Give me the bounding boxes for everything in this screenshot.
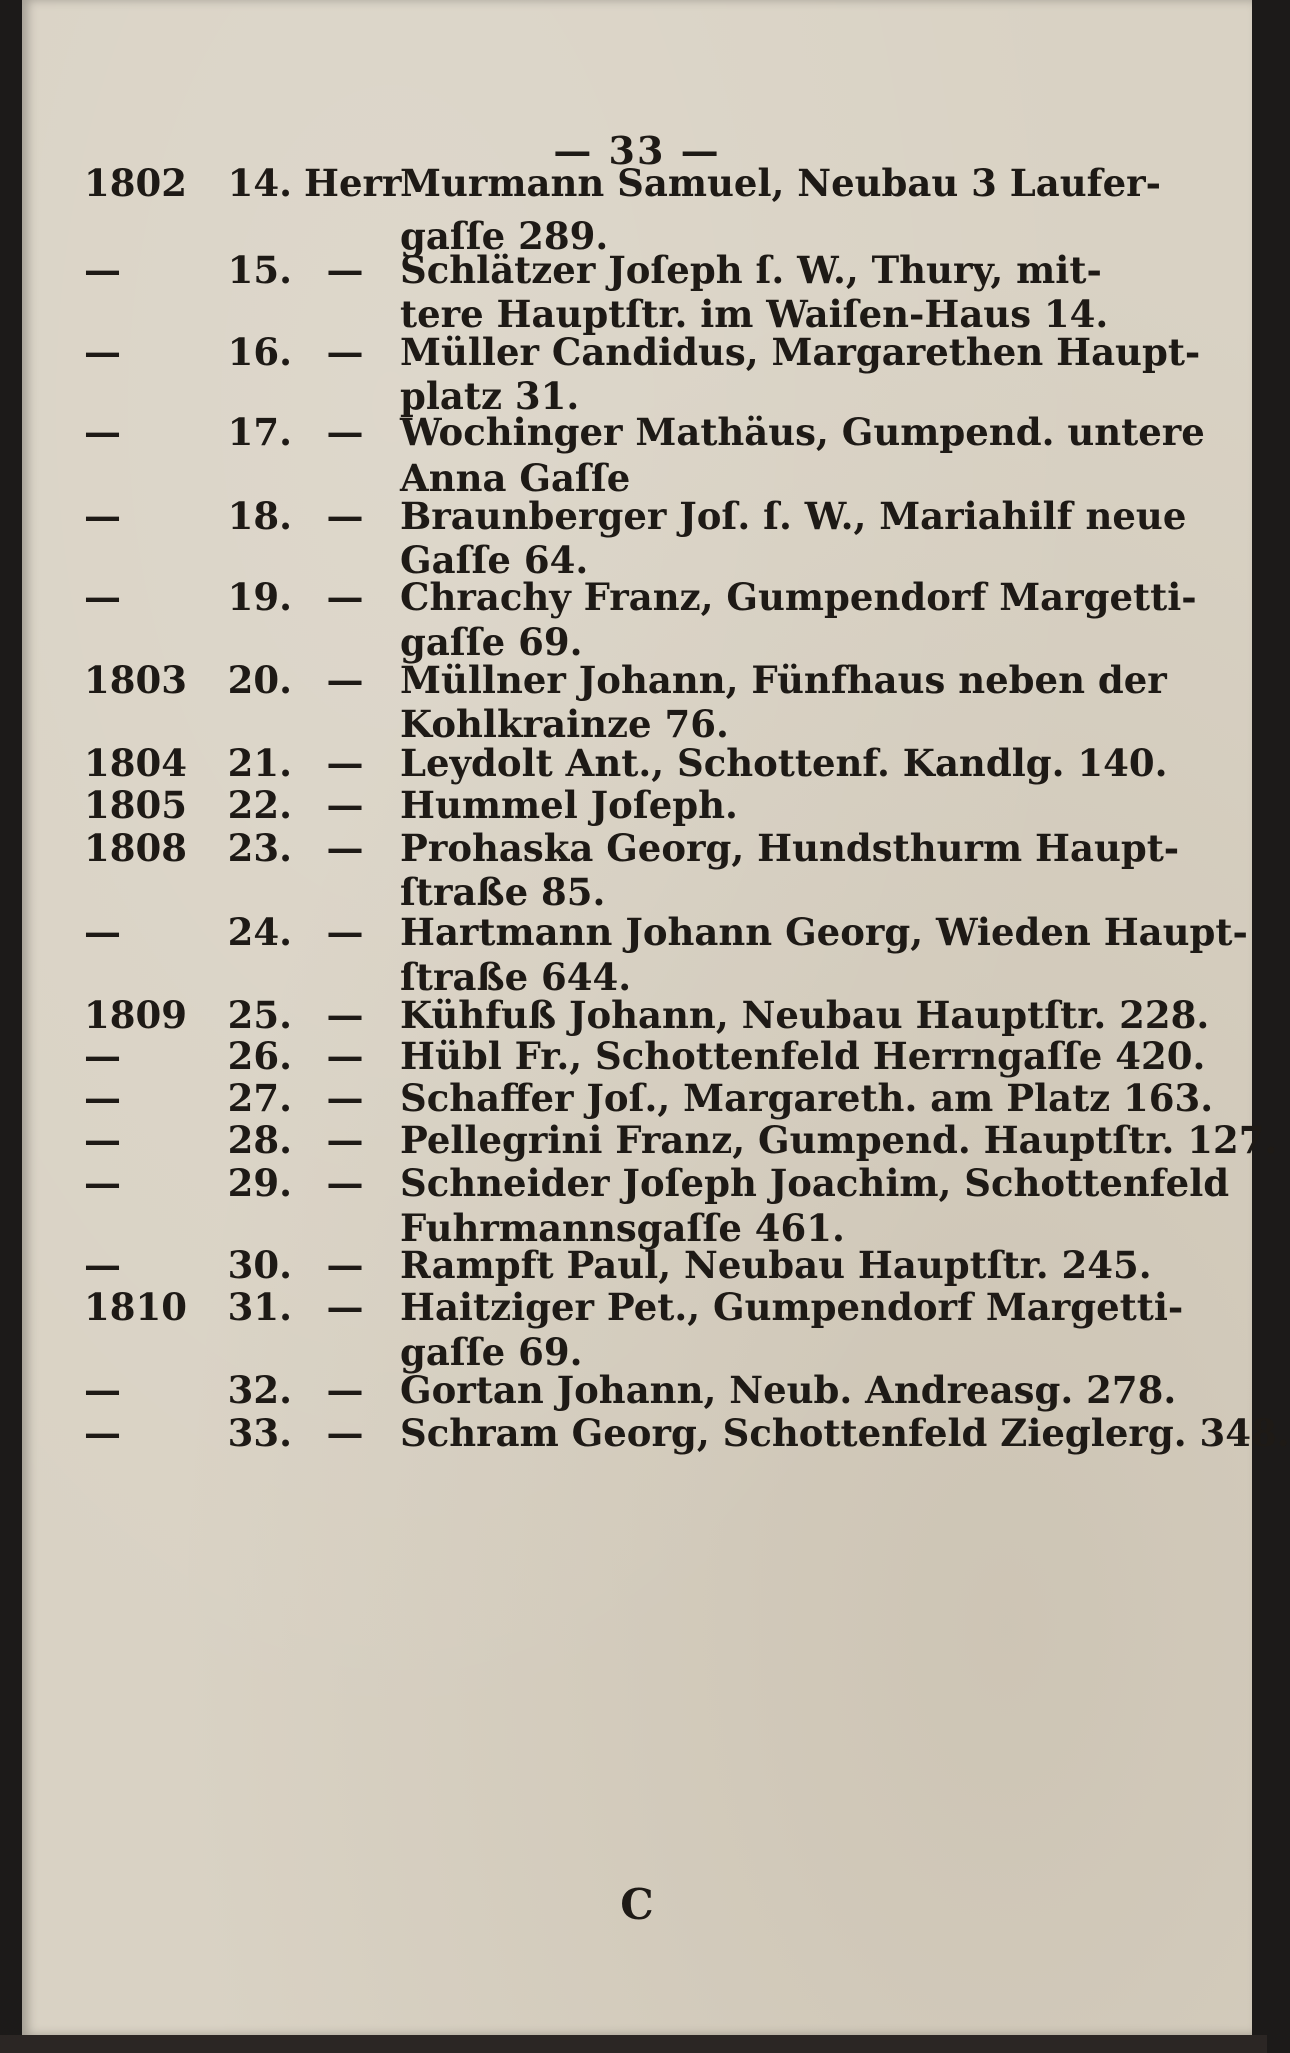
entry-number: 30. <box>227 1243 292 1287</box>
entry-number: 19. <box>227 575 292 619</box>
entry-year: — <box>84 1411 121 1455</box>
entry-number: 25. <box>227 993 292 1037</box>
entry-year: — <box>84 1076 121 1120</box>
entry-title: — <box>326 741 364 785</box>
entry-row <box>22 1407 1290 1459</box>
entry-number: 31. <box>227 1285 292 1329</box>
entry-text: Hartmann Johann Georg, Wieden Haupt- <box>400 910 1248 954</box>
entry-text: Haitziger Pet., Gumpendorf Margetti- <box>400 1285 1184 1329</box>
entry-year: 1804 <box>84 741 187 785</box>
entry-text: Kühfuß Johann, Neubau Hauptſtr. 228. <box>400 993 1210 1037</box>
entry-number: 23. <box>227 826 292 870</box>
entry-year: — <box>84 1034 121 1078</box>
entry-text: Müller Candidus, Margarethen Haupt- <box>400 330 1201 374</box>
entry-text-continued: Kohlkrainze 76. <box>400 702 729 746</box>
entry-text: Schneider Joſeph Joachim, Schottenfeld <box>400 1161 1230 1205</box>
entry-year: 1810 <box>84 1285 187 1329</box>
entry-number: 17. <box>227 410 292 454</box>
entry-title: — <box>326 1076 364 1120</box>
entry-title: — <box>326 1161 364 1205</box>
entry-number: 33. <box>227 1411 292 1455</box>
entry-year: — <box>84 1118 121 1162</box>
entry-title: — <box>326 1243 364 1287</box>
entry-text-continued: Fuhrmannsgaſſe 461. <box>400 1206 845 1250</box>
entry-year: — <box>84 910 121 954</box>
entry-text: Hübl Fr., Schottenfeld Herrngaſſe 420. <box>400 1034 1206 1078</box>
entry-number: 21. <box>227 741 292 785</box>
entry-title: — <box>326 494 364 538</box>
entry-year: 1808 <box>84 826 187 870</box>
entry-title: — <box>326 1368 364 1412</box>
entry-year: — <box>84 1161 121 1205</box>
entry-text: Chrachy Franz, Gumpendorf Margetti- <box>400 575 1197 619</box>
entry-text-continued: tere Hauptſtr. im Waiſen-Haus 14. <box>400 292 1109 336</box>
entry-number: 20. <box>227 658 292 702</box>
signature-mark: C <box>620 1880 654 1929</box>
entry-number: 26. <box>227 1034 292 1078</box>
entry-text: Schaffer Joſ., Margareth. am Platz 163. <box>400 1076 1214 1120</box>
entry-year: — <box>84 410 121 454</box>
entry-title: — <box>326 575 364 619</box>
entry-year: — <box>84 1368 121 1412</box>
entry-year: — <box>84 494 121 538</box>
book-page <box>22 0 1290 2035</box>
entry-title: — <box>326 1285 364 1329</box>
entry-number: 24. <box>227 910 292 954</box>
entry-number: 18. <box>227 494 292 538</box>
entry-text: Murmann Samuel, Neubau 3 Laufer- <box>400 161 1161 205</box>
entry-text: Wochinger Mathäus, Gumpend. untere <box>400 410 1205 454</box>
entry-title: — <box>326 1411 364 1455</box>
entry-year: 1809 <box>84 993 187 1037</box>
entry-text-continued: platz 31. <box>400 374 580 418</box>
entry-number: 28. <box>227 1118 292 1162</box>
entry-text: Schram Georg, Schottenfeld Zieglerg. 348. <box>400 1411 1290 1455</box>
entry-number: 16. <box>227 330 292 374</box>
entry-number: 29. <box>227 1161 292 1205</box>
page-number: — 33 — <box>553 128 721 173</box>
entry-year: — <box>84 248 121 292</box>
entry-text: Prohaska Georg, Hundsthurm Haupt- <box>400 826 1180 870</box>
entry-text: Leydolt Ant., Schottenf. Kandlg. 140. <box>400 741 1168 785</box>
entry-title: — <box>326 1118 364 1162</box>
entry-number: 27. <box>227 1076 292 1120</box>
entry-title: — <box>326 658 364 702</box>
entry-year: — <box>84 330 121 374</box>
entry-text: Braunberger Joſ. ſ. W., Mariahilf neue <box>400 494 1187 538</box>
entry-row <box>22 406 1252 458</box>
entry-title: — <box>326 783 364 827</box>
entry-number: 32. <box>227 1368 292 1412</box>
entry-year: 1805 <box>84 783 187 827</box>
book-edge <box>0 2035 1267 2053</box>
entry-number: 15. <box>227 248 292 292</box>
entry-title: Herr <box>304 161 402 205</box>
entry-text-continued: Gaſſe 64. <box>400 538 589 582</box>
entry-text: Müllner Johann, Fünfhaus neben der <box>400 658 1167 702</box>
entry-title: — <box>326 410 364 454</box>
entry-text-continued: Anna Gaſſe <box>400 456 631 500</box>
entry-text: Hummel Joſeph. <box>400 783 738 827</box>
entry-title: — <box>326 330 364 374</box>
entry-text-continued: gaſſe 69. <box>400 1330 583 1374</box>
entry-year: 1802 <box>84 161 187 205</box>
entry-title: — <box>326 1034 364 1078</box>
entry-number: 14. <box>227 161 292 205</box>
entry-text-continued: gaſſe 289. <box>400 214 609 258</box>
entry-year: — <box>84 575 121 619</box>
entry-text: Pellegrini Franz, Gumpend. Hauptſtr. 127. <box>400 1118 1278 1162</box>
entry-title: — <box>326 993 364 1037</box>
entry-number: 22. <box>227 783 292 827</box>
entry-title: — <box>326 910 364 954</box>
entry-text: Gortan Johann, Neub. Andreasg. 278. <box>400 1368 1177 1412</box>
entry-row <box>22 157 1252 209</box>
entry-text-continued: ſtraße 644. <box>400 955 632 999</box>
entry-text-continued: gaſſe 69. <box>400 620 583 664</box>
entry-year: 1803 <box>84 658 187 702</box>
entry-title: — <box>326 248 364 292</box>
entry-year: — <box>84 1243 121 1287</box>
entry-text: Rampft Paul, Neubau Hauptſtr. 245. <box>400 1243 1152 1287</box>
entry-text-continued: ſtraße 85. <box>400 870 606 914</box>
entry-title: — <box>326 826 364 870</box>
entry-text: Schlätzer Joſeph ſ. W., Thury, mit- <box>400 248 1102 292</box>
